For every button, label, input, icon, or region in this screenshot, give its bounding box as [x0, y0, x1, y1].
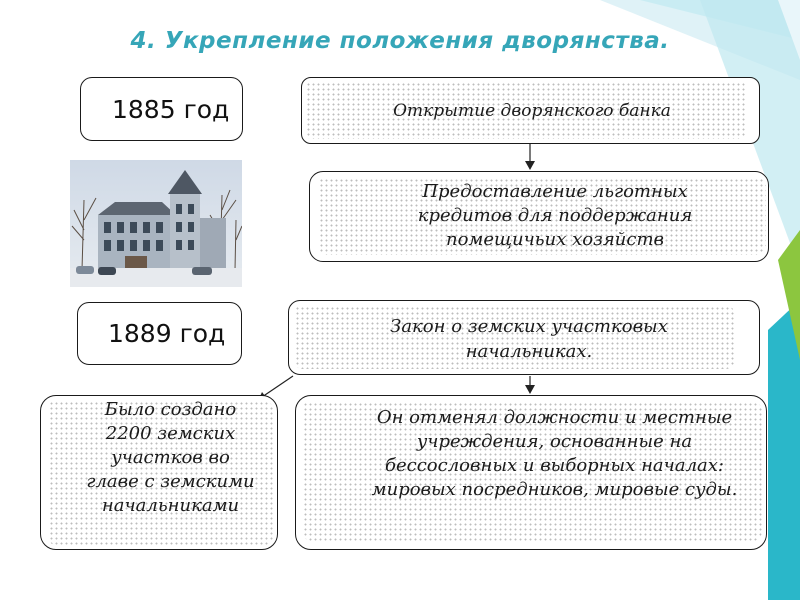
bank-building-photo [70, 160, 242, 287]
year-1889-text: 1889 год [108, 319, 226, 348]
detail-box-1889 [295, 395, 767, 550]
year-label-1889 [77, 302, 242, 365]
detail-1889: Он отменял должности и местные учреждения, основанные на бессословных и выборных началах: мировых посредников, мировые суды. [371, 407, 738, 500]
result-1889: Было создано 2200 земских участков во главе с земскими начальниками [86, 399, 255, 516]
headline-box-1889 [288, 300, 760, 375]
arrow-down-1 [520, 144, 540, 172]
headline-1889: Закон о земских участковых начальниках. [390, 316, 668, 362]
year-1885-text: 1885 год [112, 94, 230, 124]
slide-title: 4. Укрепление положения дворянства. [130, 28, 670, 54]
year-label-1885 [80, 77, 243, 141]
headline-box-1885 [301, 77, 760, 144]
detail-box-1885 [309, 171, 769, 262]
detail-1885: Предоставление льготных кредитов для поддержания помещичьих хозяйств [417, 181, 693, 250]
result-box-1889 [40, 395, 278, 550]
headline-1885: Открытие дворянского банка [393, 101, 671, 121]
